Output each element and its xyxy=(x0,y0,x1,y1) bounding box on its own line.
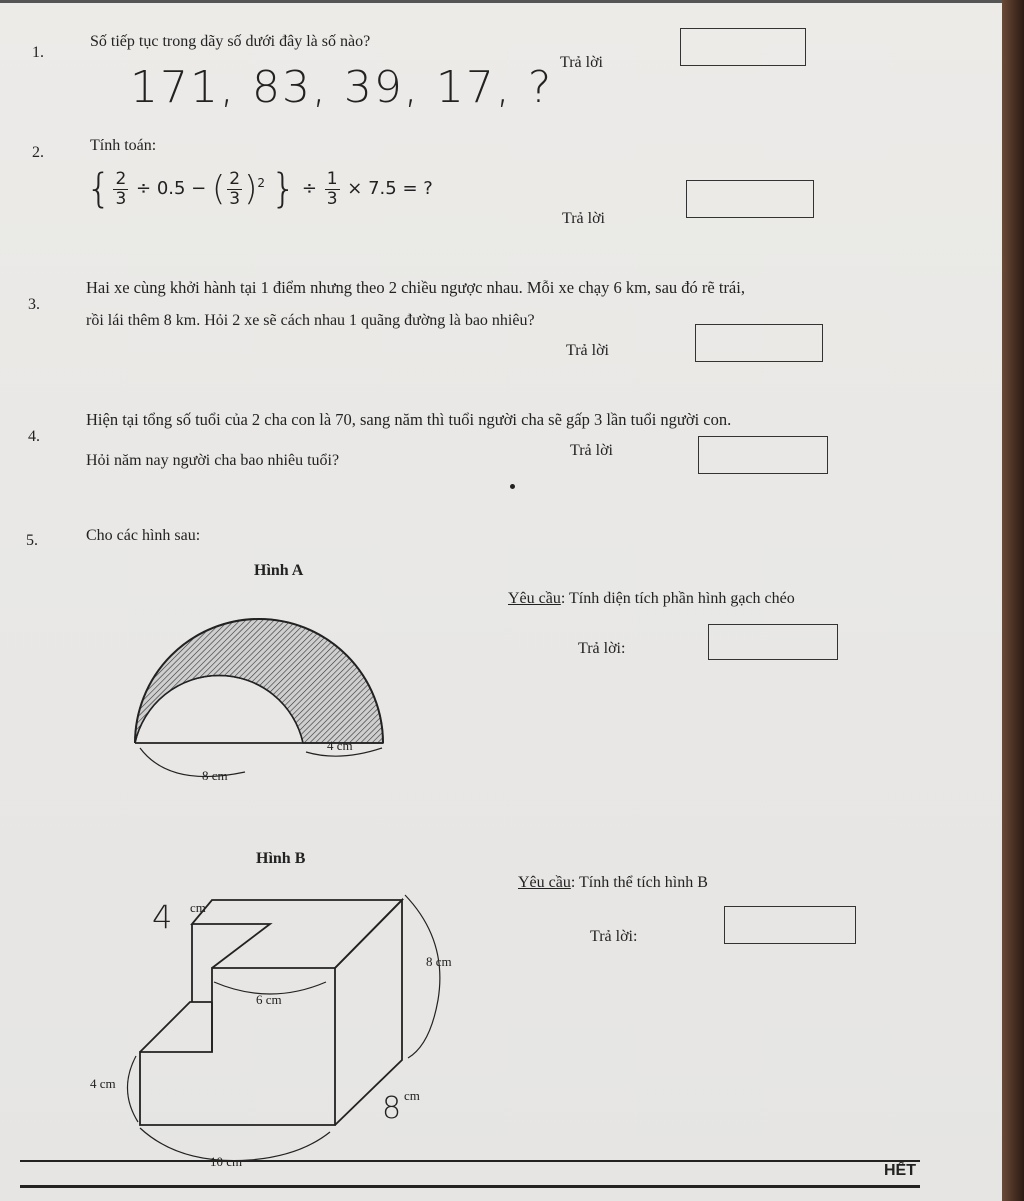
q2-answer-label: Trả lời xyxy=(562,210,605,227)
table-edge xyxy=(1002,0,1024,1201)
figB-height-brace xyxy=(405,895,440,1058)
figB-label-top: 4 xyxy=(152,898,173,936)
figA-requirement: Yêu cầu: Tính diện tích phần hình gạch chéo xyxy=(508,590,795,607)
figA-answer-label: Trả lời: xyxy=(578,640,626,657)
end-marker: HẾT xyxy=(884,1162,916,1179)
q1-number: 1. xyxy=(32,44,44,61)
q3-number: 3. xyxy=(28,296,40,313)
q2-text: Tính toán: xyxy=(90,137,157,154)
q4-line1: Hiện tại tổng số tuổi của 2 cha con là 70, sang năm thì tuổi người cha sẽ gấp 3 lần tuổi người con. xyxy=(86,410,732,429)
end-rule-bottom xyxy=(20,1185,920,1188)
q3-line2: rồi lái thêm 8 km. Hỏi 2 xe sẽ cách nhau 1 quãng đường là bao nhiêu? xyxy=(86,312,535,329)
figA-label-large: 8 cm xyxy=(202,768,228,783)
figA-hatched-region xyxy=(135,619,383,743)
q2-expression: { $\frac{2}{3}$ ÷ 0.5 − ( $\frac{2}{3}$ )$^2$ } ÷ $\frac{1}{3}$ × 7.5 = ? xyxy=(86,166,433,212)
figB-label-left: 4 cm xyxy=(90,1076,116,1091)
q4-line2: Hỏi năm nay người cha bao nhiêu tuổi? xyxy=(86,452,340,469)
figA-label-small: 4 cm xyxy=(327,738,353,753)
end-rule-top xyxy=(20,1160,920,1162)
q1-sequence: 171, 83, 39, 17, ? xyxy=(130,62,554,113)
figB-requirement: Yêu cầu: Tính thể tích hình B xyxy=(518,874,708,891)
figA-title: Hình A xyxy=(254,562,304,579)
figB-label-height: 8 cm xyxy=(426,954,452,969)
q5-text: Cho các hình sau: xyxy=(86,527,201,544)
figB-label-top-unit: cm xyxy=(190,900,206,915)
q1-answer-label: Trả lời xyxy=(560,54,603,71)
figB-left-brace xyxy=(127,1056,138,1122)
q1-text: Số tiếp tục trong dãy số dưới đây là số nào? xyxy=(90,33,371,50)
figA-large-brace xyxy=(140,748,245,777)
q3-answer-label: Trả lời xyxy=(566,342,609,359)
figB-answer-box[interactable] xyxy=(724,906,856,944)
figB-solid xyxy=(140,900,402,1125)
q3-line1: Hai xe cùng khởi hành tại 1 điểm nhưng theo 2 chiều ngược nhau. Mỗi xe chạy 6 km, sau đó rẽ trái, xyxy=(86,278,745,297)
figB-label-inner: 6 cm xyxy=(256,992,282,1007)
figB-title: Hình B xyxy=(256,850,306,867)
figB-label-depth-unit: cm xyxy=(404,1088,420,1103)
figA-answer-box[interactable] xyxy=(708,624,838,660)
figB-label-depth: 8 xyxy=(382,1091,402,1126)
q5-number: 5. xyxy=(26,532,38,549)
q2-number: 2. xyxy=(32,144,44,161)
q4-answer-label: Trả lời xyxy=(570,442,613,459)
figB-answer-label: Trả lời: xyxy=(590,928,638,945)
q4-number: 4. xyxy=(28,428,40,445)
